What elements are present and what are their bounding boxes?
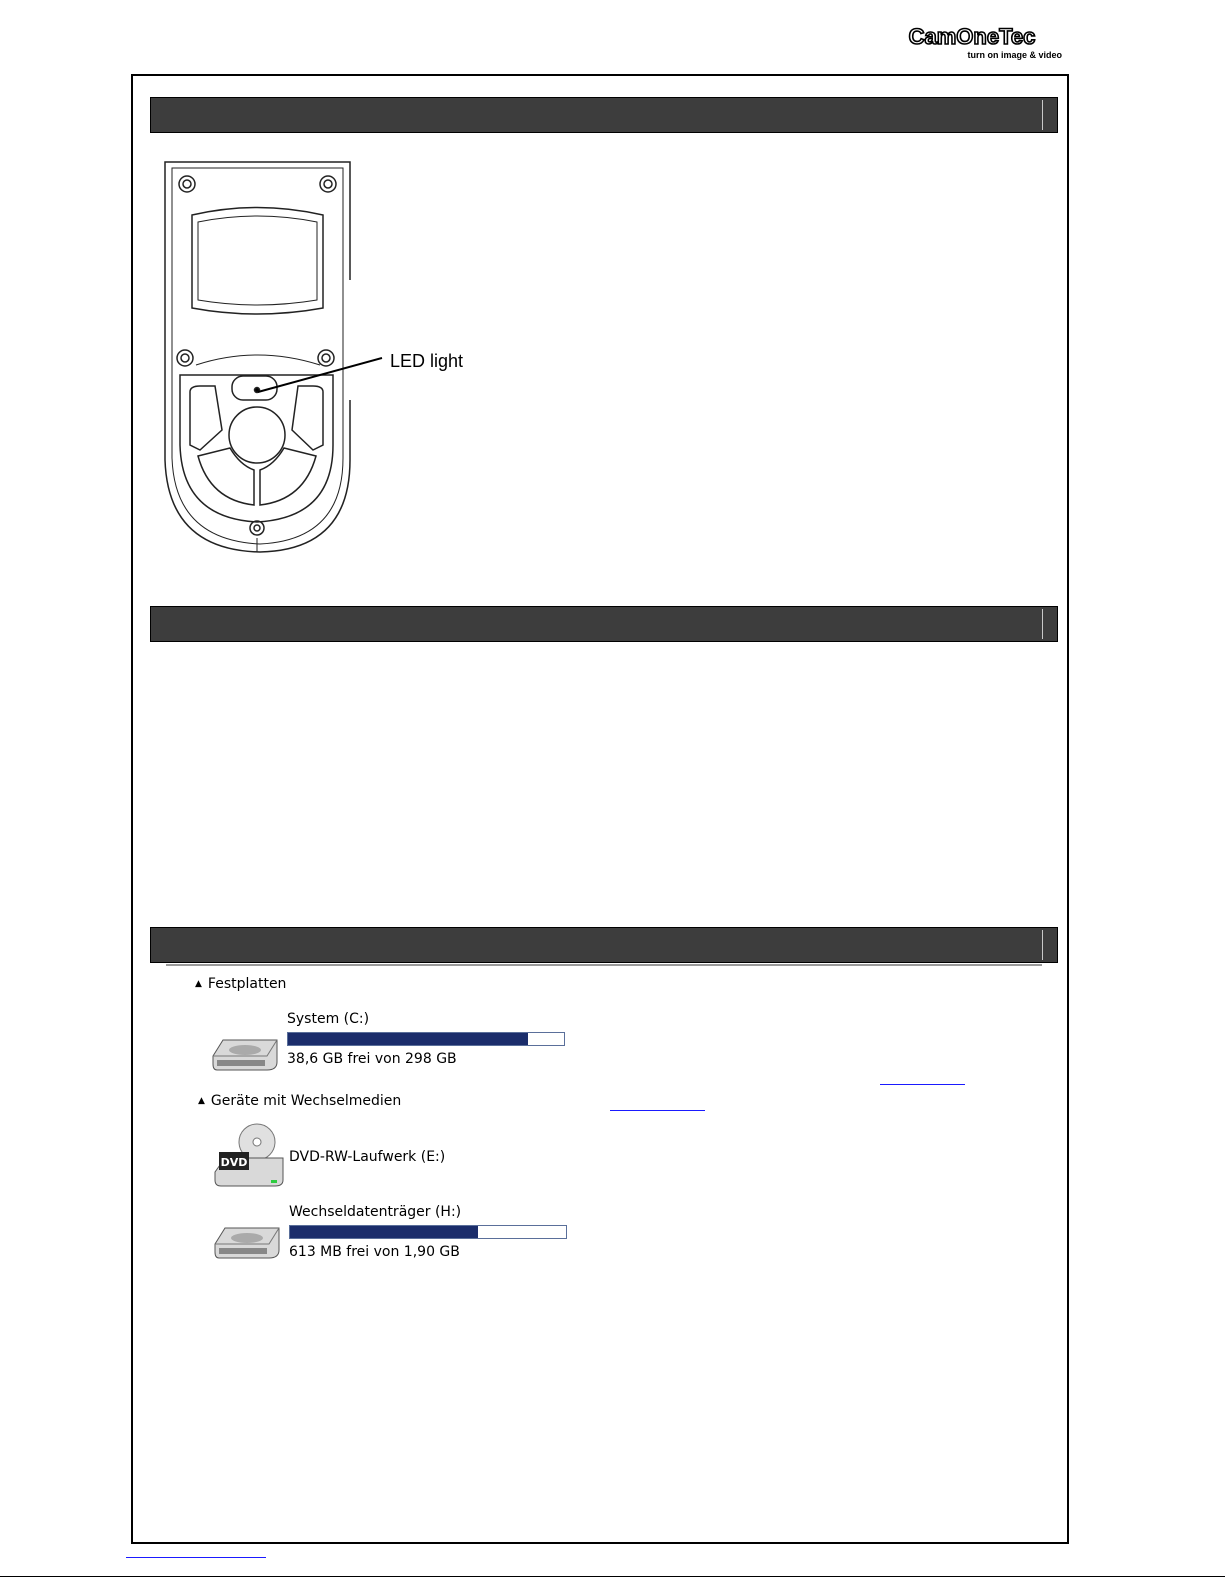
section-header-bar-1 [150,97,1058,133]
group-title: Festplatten [207,976,287,992]
camonetec-logo [880,24,1065,64]
drive-h-name[interactable]: Wechseldatenträger (H:) [289,1204,462,1220]
section-header-bar-3 [150,927,1058,963]
led-light-label: LED light [390,351,464,371]
group-title: Geräte mit Wechselmedien [210,1093,402,1109]
svg-text:turn on image & video: turn on image & video [967,50,1062,60]
section-header-bar-2 [150,606,1058,642]
hyperlink-underline[interactable] [126,1557,266,1558]
drive-h-usage-fill [290,1226,478,1238]
drive-c-usage-bar [287,1032,565,1046]
collapse-arrow-icon[interactable]: ▲ [198,1096,205,1106]
drive-h-usage-bar [289,1225,567,1239]
hard-drive-icon[interactable] [211,1220,283,1264]
group-fixed-drives[interactable] [195,976,286,992]
drive-c-free-space: 38,6 GB frei von 298 GB [287,1051,457,1067]
drive-c-name[interactable]: System (C:) [287,1011,370,1027]
hyperlink-underline[interactable] [610,1110,705,1111]
drive-e-name[interactable]: DVD-RW-Laufwerk (E:) [289,1149,446,1165]
drive-listing [195,976,595,1280]
dvd-icon-label: DVD [220,1156,248,1169]
drive-h-free-space: 613 MB frei von 1,90 GB [289,1244,460,1260]
hyperlink-underline[interactable] [880,1084,965,1085]
svg-text:CamOneTec: CamOneTec [908,24,1036,49]
hard-drive-icon[interactable] [209,1032,281,1076]
section-underline [166,964,1042,966]
led-callout-line [250,350,390,400]
group-removable-drives[interactable] [198,1093,401,1109]
dvd-drive-icon[interactable] [213,1122,287,1192]
collapse-arrow-icon[interactable]: ▲ [195,979,202,989]
page-footer-rule [0,1576,1225,1577]
drive-c-usage-fill [288,1033,528,1045]
